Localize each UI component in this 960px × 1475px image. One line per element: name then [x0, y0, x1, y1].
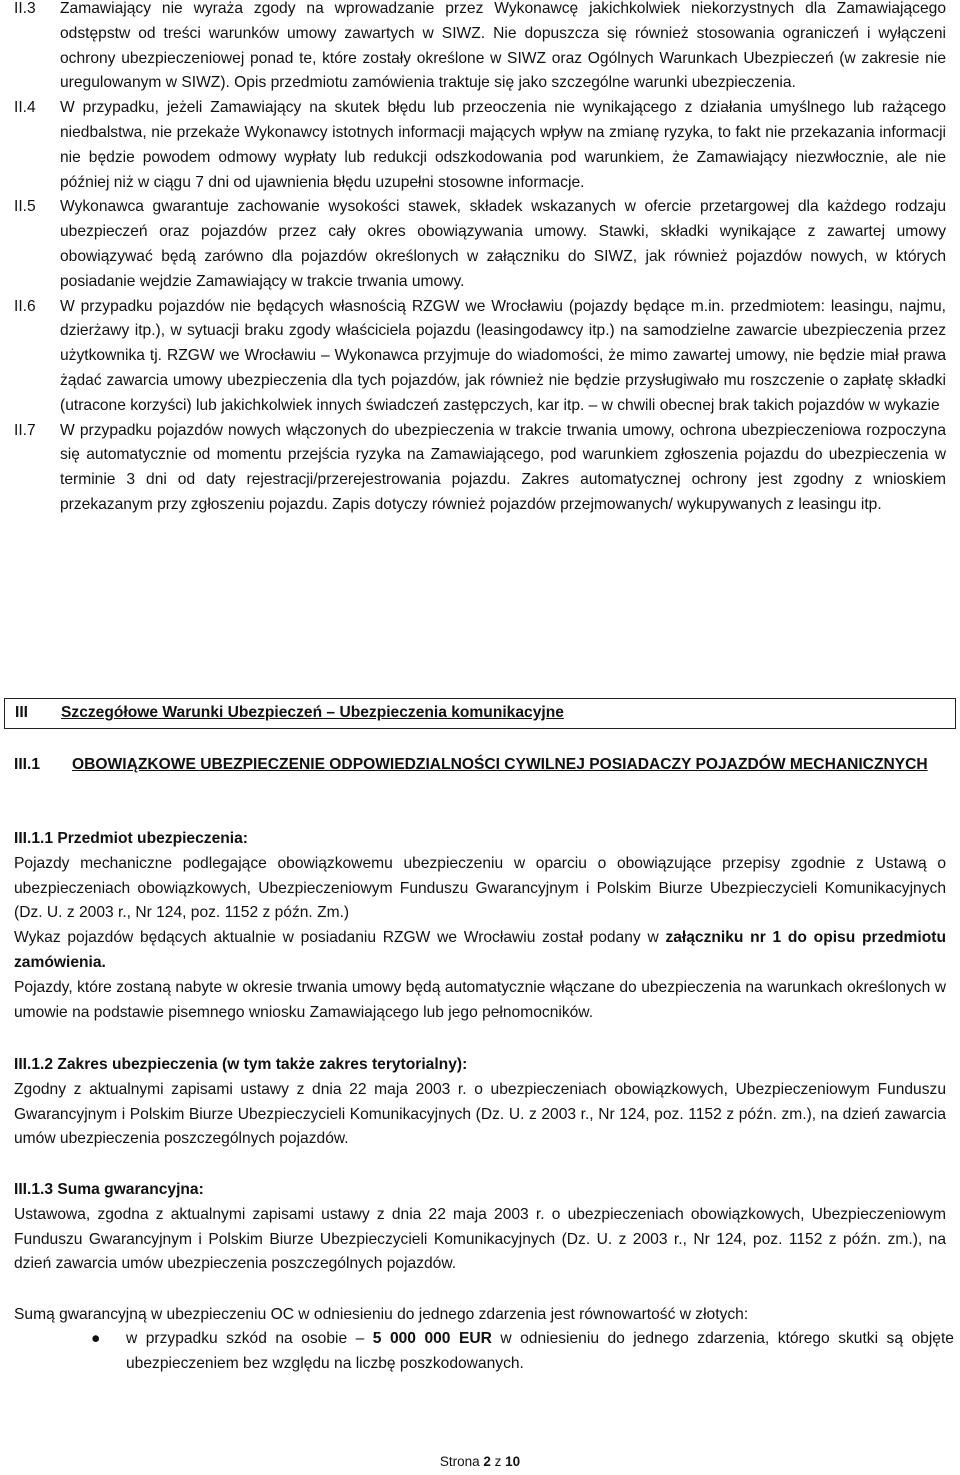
section-title: Szczegółowe Warunki Ubezpieczeń – Ubezpieczenia komunikacyjne: [61, 704, 564, 722]
section-III-1-1: [14, 827, 946, 1025]
section-3-header: [4, 698, 956, 729]
item-text: W przypadku pojazdów nie będących własnością RZGW we Wrocławiu (pojazdy będące m.in. przedmiotem: leasingu, najmu, dzierżawy itp.), w sytuacji braku zgody właściciela pojazdu (leasingodawcy itp.) na samodzielne zawarcie ubezpieczenia przez użytkownika tj. RZGW we Wrocławiu – Wykonawca przyjmuje do wiadomości, że mimo zawartej umowy, nie będzie miał prawa żądać zawarcia umowy ubezpieczenia dla tych pojazdów, jak również nie będzie przysługiwało mu roszczenie o zapłatę składki (utracone korzyści) lub jakichkolwiek innych świadczeń zastępczych, kar itp. – w chwili obecnej brak takich pojazdów w wykazie: [60, 297, 946, 414]
item-II-4: [14, 96, 946, 195]
page-footer: [0, 1450, 960, 1475]
paragraph-bold-text: załączniku nr 1 do opisu przedmiotu zamówienia.: [14, 929, 946, 971]
section-2-items: [14, 0, 946, 518]
item-number: II.5: [14, 198, 36, 216]
paragraph-text: Wykaz pojazdów będących aktualnie w posiadaniu RZGW we Wrocławiu został podany w: [14, 929, 666, 947]
subsection-heading: III.1.2 Zakres ubezpieczenia (w tym także zakres terytorialny):: [14, 1056, 468, 1073]
item-text: Wykonawca gwarantuje zachowanie wysokości stawek, składek wskazanych w ofercie przetargowej dla każdego rodzaju ubezpieczeń oraz pojazdów przez cały okres obowiązywania umowy. Stawki, składki wynikające z zawartej umowy obowiązywać będą zarówno dla pojazdów określonych w załączniku do SIWZ, jak również pojazdów nowych, w których posiadanie wejdzie Zamawiający w trakcie trwania umowy.: [60, 198, 946, 290]
item-number: II.7: [14, 421, 36, 439]
current-page-number: 2: [483, 1454, 491, 1469]
item-II-3: [14, 0, 946, 96]
bullet-text-part: w przypadku szkód na osobie –: [126, 1330, 373, 1347]
section-III-1-heading: [14, 753, 946, 778]
paragraph: [14, 926, 946, 976]
paragraph: Ustawowa, zgodna z aktualnymi zapisami ustawy z dnia 22 maja 2003 r. o ubezpieczeniach obowiązkowych, Ubezpieczeniowym Funduszu Gwarancyjnym i Polskim Biurze Ubezpieczycieli Komunikacyjnych (Dz. U. z 2003 r., Nr 124, poz. 1152 z późn. zm.), na dzień zawarcia umów ubezpieczenia poszczególnych pojazdów.: [14, 1205, 946, 1273]
paragraph: Pojazdy mechaniczne podlegające obowiązkowemu ubezpieczeniu w oparciu o obowiązujące przepisy zgodnie z Ustawą o ubezpieczeniach obowiązkowych, Ubezpieczeniowym Funduszu Gwarancyjnym i Polskim Biurze Ubezpieczycieli Komunikacyjnych (Dz. U. z 2003 r., Nr 124, poz. 1152 z późn. Zm.): [14, 854, 946, 922]
item-number: II.4: [14, 99, 36, 117]
item-text: W przypadku pojazdów nowych włączonych do ubezpieczenia w trakcie trwania umowy, ochrona ubezpieczeniowa rozpoczyna się automatycznie od momentu przejścia ryzyka na Zamawiającego, pod warunkiem zgłoszenia pojazdu do ubezpieczenia w terminie 3 dni od daty rejestracji/przerejestrowania pojazdu. Zakres automatycznej ochrony jest zgodny z wnioskiem przekazanym przy zgłoszeniu pojazdu. Zapis dotyczy również pojazdów przejmowanych/ wykupywanych z leasingu itp.: [60, 421, 946, 513]
paragraph: Pojazdy, które zostaną nabyte w okresie trwania umowy będą automatycznie włączane do ubezpieczenia na warunkach określonych w umowie na podstawie pisemnego wniosku Zamawiającego lub jego pełnomocników.: [14, 978, 946, 1021]
subsection-heading: III.1.3 Suma gwarancyjna:: [14, 1181, 204, 1198]
item-II-6: [14, 295, 946, 419]
paragraph: Sumą gwarancyjną w ubezpieczeniu OC w odniesieniu do jednego zdarzenia jest równowartość w złotych:: [14, 1306, 749, 1323]
item-text: W przypadku, jeżeli Zamawiający na skutek błędu lub przeoczenia nie wynikającego z działania umyślnego lub rażącego niedbalstwa, nie przekaże Wykonawcy istotnych informacji mających wpływ na zmianę ryzyka, to fakt nie przekazania informacji nie będzie powodem odmowy wypłaty lub redukcji odszkodowania pod warunkiem, że Zamawiający niezwłocznie, ale nie później niż w ciągu 7 dni od ujawnienia błędu uzupełni stosowne informacje.: [60, 99, 946, 191]
section-III-1-2: [14, 1053, 946, 1152]
bullet-text-part: w odniesieniu do jednego zdarzenia, którego skutki są objęte ubezpieczeniem bez względu na liczbę poszkodowanych.: [126, 1330, 954, 1372]
bullet-icon: ●: [91, 1330, 101, 1347]
item-II-7: [14, 419, 946, 518]
bullet-item: [92, 1327, 954, 1377]
item-number: II.3: [14, 0, 36, 17]
paragraph: Zgodny z aktualnymi zapisami ustawy z dnia 22 maja 2003 r. o ubezpieczeniach obowiązkowych, Ubezpieczeniowym Funduszu Gwarancyjnym i Polskim Biurze Ubezpieczycieli Komunikacyjnych (Dz. U. z 2003 r., Nr 124, poz. 1152 z późn. zm.), na dzień zawarcia umów ubezpieczenia poszczególnych pojazdów.: [14, 1080, 946, 1148]
section-number: III: [15, 704, 28, 722]
bullet-amount: 5 000 000 EUR: [372, 1330, 492, 1347]
item-II-5: [14, 195, 946, 294]
total-page-count: 10: [505, 1454, 521, 1469]
footer-text: Strona: [439, 1454, 484, 1469]
section-III-1-3: [14, 1178, 946, 1277]
bullet-text: [126, 1327, 954, 1377]
section-title: OBOWIĄZKOWE UBEZPIECZENIE ODPOWIEDZIALNOŚCI CYWILNEJ POSIADACZY POJAZDÓW MECHANICZNYCH: [72, 756, 928, 773]
item-number: II.6: [14, 297, 36, 315]
item-text: Zamawiający nie wyraża zgody na wprowadzanie przez Wykonawcę jakichkolwiek niekorzystnych dla Zamawiającego odstępstw od treści warunków umowy zawartych w SIWZ. Nie dopuszcza się również stosowania ograniczeń i wyłączeni ochrony ubezpieczeniowej ponad te, które zostały określone w SIWZ oraz Ogólnych Warunkach Ubezpieczeń (w zakresie nie uregulowanym w SIWZ). Opis przedmiotu zamówienia traktuje się jako szczególne warunki ubezpieczenia.: [60, 0, 946, 92]
footer-text: z: [490, 1454, 506, 1469]
section-number: III.1: [14, 756, 41, 773]
subsection-heading: III.1.1 Przedmiot ubezpieczenia:: [14, 830, 248, 847]
